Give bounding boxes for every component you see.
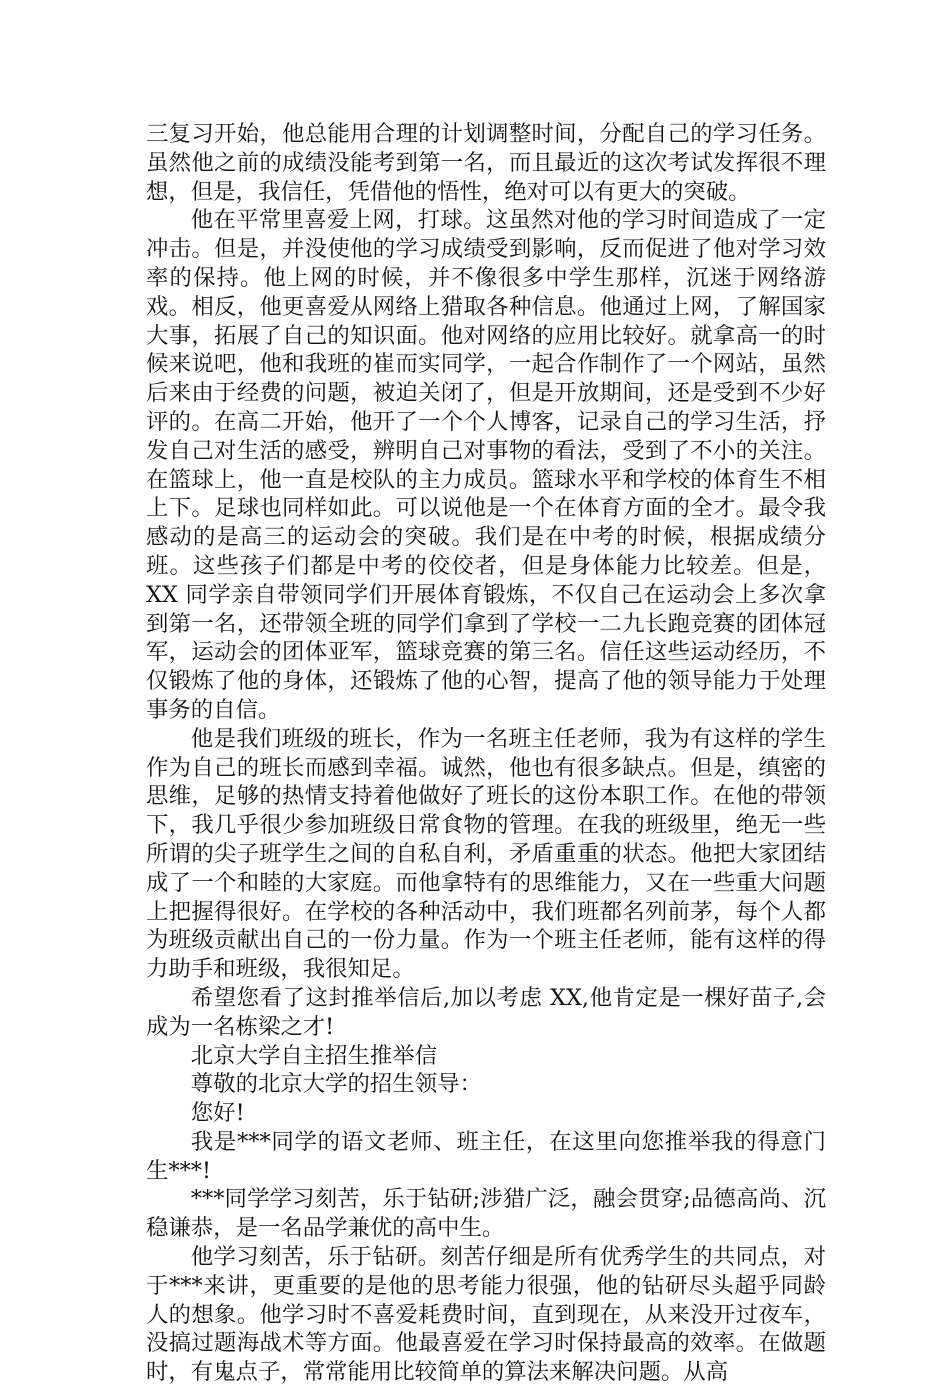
paragraph-3: 他是我们班级的班长，作为一名班主任老师，我为有这样的学生作为自己的班长而感到幸福。诚然，他也有很多缺点。但是，缜密的思维，足够的热情支持着他做好了班长的这份本职工作。在他的带领下，我几乎很少参加班级日常食物的管理。在我的班级里，绝无一些所谓的尖子班学生之间的自私自利，矛盾重重的状态。他把大家团结成了一个和睦的大家庭。而他拿特有的思维能力，又在一些重大问题上把握得很好。在学校的各种活动中，我们班都名列前茅，每个人都为班级贡献出自己的一份力量。作为一个班主任老师，能有这样的得力助手和班级，我很知足。	[146, 725, 826, 983]
paragraph-4: 希望您看了这封推举信后,加以考虑 XX,他肯定是一棵好苗子,会成为一名栋梁之才!	[146, 984, 826, 1040]
salutation: 尊敬的北京大学的招生领导：	[190, 1071, 482, 1098]
greeting: 您好!	[190, 1100, 245, 1127]
paragraph-1: 三复习开始，他总能用合理的计划调整时间，分配自己的学习任务。虽然他之前的成绩没能考到第一名，而且最近的这次考试发挥很不理想，但是，我信任，凭借他的悟性，绝对可以有更大的突破。	[146, 121, 826, 205]
paragraph-2: 他在平常里喜爱上网，打球。这虽然对他的学习时间造成了一定冲击。但是，并没使他的学习成绩受到影响，反而促进了他对学习效率的保持。他上网的时候，并不像很多中学生那样，沉迷于网络游戏。相反，他更喜爱从网络上猎取各种信息。他通过上网，了解国家大事，拓展了自己的知识面。他对网络的应用比较好。就拿高一的时候来说吧，他和我班的崔而实同学，一起合作制作了一个网站，虽然后来由于经费的问题，被迫关闭了，但是开放期间，还是受到不少好评的。在高二开始，他开了一个个人博客，记录自己的学习生活，抒发自己对生活的感受，辨明自己对事物的看法，受到了不小的关注。在篮球上，他一直是校队的主力成员。篮球水平和学校的体育生不相上下。足球也同样如此。可以说他是一个在体育方面的全才。最令我感动的是高三的运动会的突破。我们是在中考的时候，根据成绩分班。这些孩子们都是中考的佼佼者，但是身体能力比较差。但是，XX 同学亲自带领同学们开展体育锻炼，不仅自己在运动会上多次拿到第一名，还带领全班的同学们拿到了学校一二九长跑竞赛的团体冠军，运动会的团体亚军，篮球竞赛的第三名。信任这些运动经历，不仅锻炼了他的身体，还锻炼了他的心智，提高了他的领导能力于处理事务的自信。	[146, 207, 826, 723]
document-body	[146, 120, 826, 1387]
letter-title: 北京大学自主招生推举信	[190, 1042, 438, 1069]
paragraph-intro: 我是***同学的语文老师、班主任，在这里向您推举我的得意门生***!	[146, 1128, 826, 1184]
paragraph-summary: ***同学学习刻苦，乐于钻研;涉猎广泛，融会贯穿;品德高尚、沉稳谦恭，是一名品学兼优的高中生。	[146, 1186, 826, 1242]
paragraph-study: 他学习刻苦，乐于钻研。刻苦仔细是所有优秀学生的共同点，对于***来讲，更重要的是他的思考能力很强，他的钻研尽头超乎同龄人的想象。他学习时不喜爱耗费时间，直到现在，从来没开过夜车，没搞过题海战术等方面。他最喜爱在学习时保持最高的效率。在做题时，有鬼点子，常常能用比较简单的算法来解决问题。从高	[146, 1244, 826, 1386]
